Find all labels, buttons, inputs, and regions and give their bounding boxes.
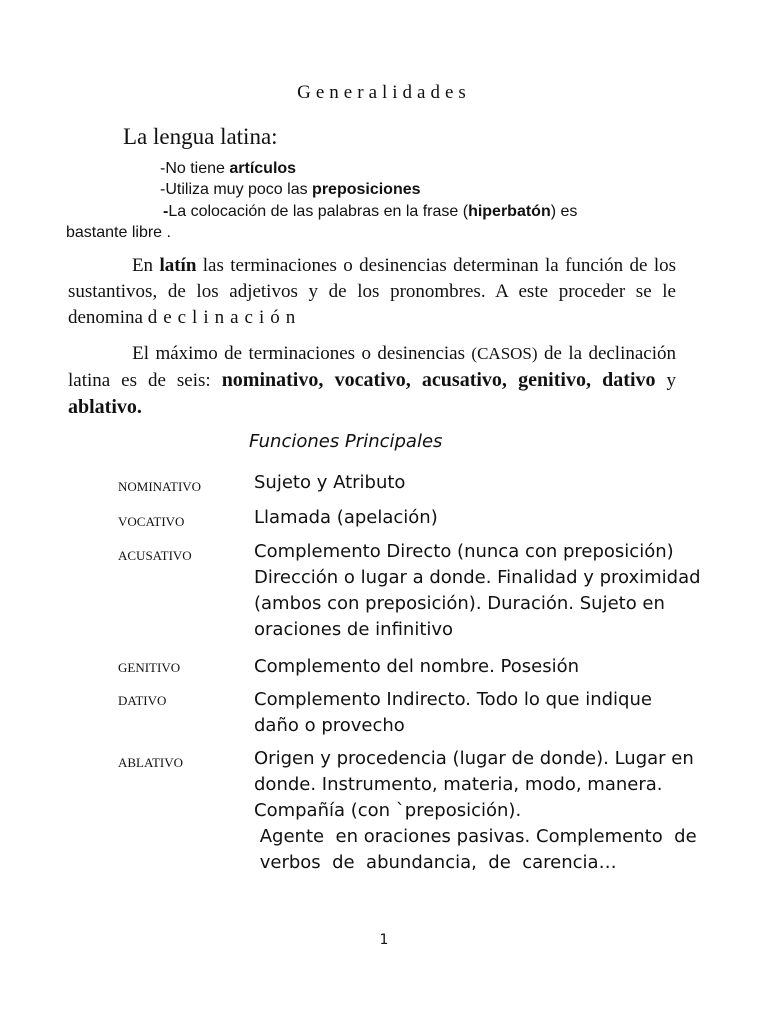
case-name-vocativo: VOCATIVO (118, 514, 185, 529)
page-title: Generalidades (297, 82, 471, 103)
case-functions-vocativo: Llamada (apelación) (254, 507, 438, 528)
bullet-preposiciones: -Utiliza muy poco las preposiciones (160, 181, 421, 198)
case-functions-dativo: Complemento Indirecto. Todo lo que indique daño o provecho (254, 689, 652, 736)
case-functions-ablativo: Origen y procedencia (lugar de donde). Lugar en donde. Instrumento, materia, modo, manera. Compañía (con `preposición). Agente en oraciones pasivas. Complemento de verbos de abundancia, de carencia… (254, 748, 697, 873)
bullet-hiperbaton-continued: bastante libre . (66, 224, 171, 241)
functions-heading: Funciones Principales (249, 431, 443, 452)
paragraph-casos: El máximo de terminaciones o desinencias (CASOS) de la declinación latina es de seis: nominativo, vocativo, acusativo, genitivo, dativo y ablativo. (68, 343, 677, 418)
case-name-acusativo: ACUSATIVO (118, 548, 192, 563)
case-functions-genitivo: Complemento del nombre. Posesión (254, 656, 580, 677)
section-heading: La lengua latina: (123, 124, 278, 149)
case-name-nominativo: NOMINATIVO (118, 479, 202, 494)
bullet-hiperbaton: -La colocación de las palabras en la frase (hiperbatón) es (163, 203, 578, 220)
declinacion-word: declinación (147, 307, 302, 328)
paragraph-declinacion: En latín las terminaciones o desinencias determinan la función de los sustantivos, de los adjetivos y de los pronombres. A este proceder se le denomina declinación (68, 255, 677, 328)
case-name-ablativo: ABLATIVO (118, 755, 183, 770)
case-functions-acusativo: Complemento Directo (nunca con preposición) Dirección o lugar a donde. Finalidad y proximidad (ambos con preposición). Duración. Sujeto en oraciones de infinitivo (254, 541, 701, 640)
case-name-genitivo: GENITIVO (118, 660, 181, 675)
bullet-articulos: -No tiene artículos (160, 160, 297, 177)
case-name-dativo: DATIVO (118, 693, 167, 708)
case-functions-nominativo: Sujeto y Atributo (254, 472, 406, 493)
page-number: 1 (379, 932, 389, 948)
